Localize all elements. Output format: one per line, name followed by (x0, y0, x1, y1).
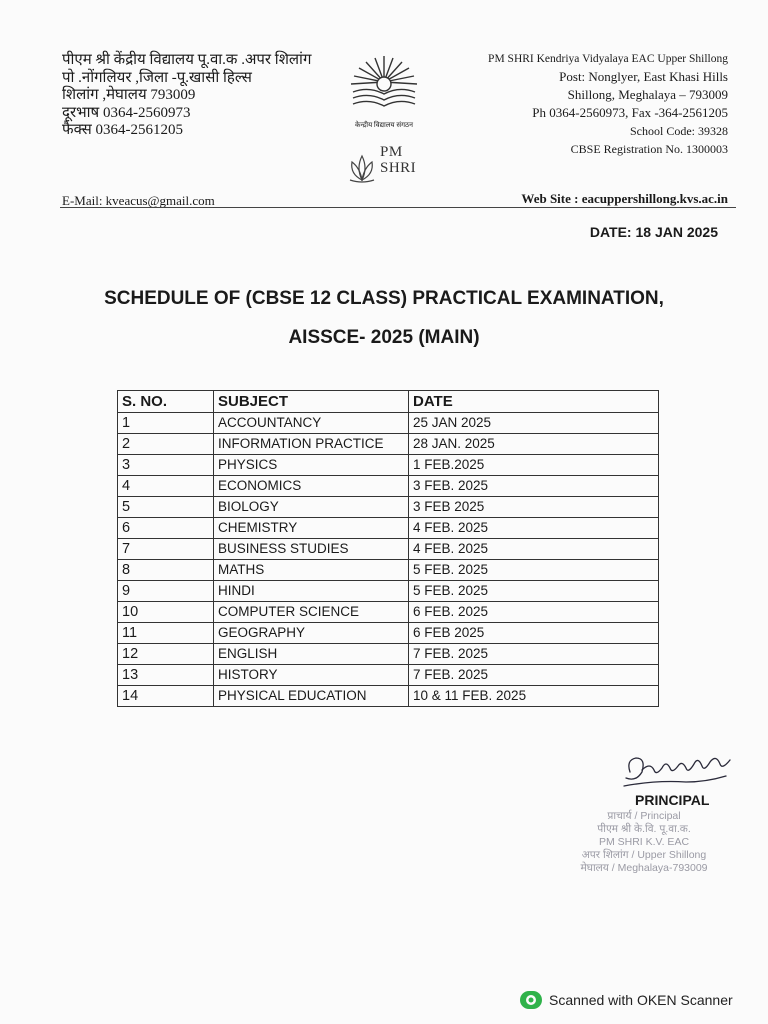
scanner-watermark (519, 990, 733, 1010)
scanner-label: Scanned with OKEN Scanner (549, 992, 733, 1008)
cell-sno: 8 (118, 560, 214, 581)
cell-date: 4 FEB. 2025 (409, 518, 659, 539)
schedule-table (117, 390, 659, 707)
table-row (118, 413, 659, 434)
cell-sno: 12 (118, 644, 214, 665)
hindi-address-line: पीएम श्री केंद्रीय विद्यालय पू.वा.क .अपर शिलांग (62, 52, 312, 68)
hindi-address-block (62, 52, 311, 140)
table-row (118, 518, 659, 539)
cell-date: 1 FEB.2025 (409, 455, 659, 476)
header-subject: SUBJECT (214, 391, 409, 413)
cell-sno: 6 (118, 518, 214, 539)
cbse-registration: CBSE Registration No. 1300003 (570, 142, 728, 156)
cell-subject: MATHS (214, 560, 409, 581)
cell-sno: 11 (118, 623, 214, 644)
english-address-line: Ph 0364-2560973, Fax -364-2561205 (532, 105, 728, 120)
cell-sno: 14 (118, 686, 214, 707)
email-line: E-Mail: kveacus@gmail.com (62, 193, 215, 208)
cell-subject: BIOLOGY (214, 497, 409, 518)
cell-sno: 4 (118, 476, 214, 497)
cell-date: 3 FEB. 2025 (409, 476, 659, 497)
cell-sno: 7 (118, 539, 214, 560)
english-address-block (488, 50, 728, 158)
table-row (118, 665, 659, 686)
cell-date: 10 & 11 FEB. 2025 (409, 686, 659, 707)
principal-stamp (548, 810, 740, 875)
table-row (118, 644, 659, 665)
cell-date: 7 FEB. 2025 (409, 644, 659, 665)
cell-date: 4 FEB. 2025 (409, 539, 659, 560)
cell-subject: BUSINESS STUDIES (214, 539, 409, 560)
cell-sno: 1 (118, 413, 214, 434)
oken-scanner-icon (519, 990, 543, 1010)
cell-sno: 3 (118, 455, 214, 476)
cell-subject: HISTORY (214, 665, 409, 686)
stamp-line: अपर शिलांग / Upper Shillong (581, 849, 707, 861)
hindi-address-line: शिलांग ,मेघालय 793009 (62, 87, 196, 103)
cell-sno: 10 (118, 602, 214, 623)
table-header-row (118, 391, 659, 413)
table-row (118, 581, 659, 602)
cell-sno: 13 (118, 665, 214, 686)
table-row (118, 539, 659, 560)
stamp-line: PM SHRI K.V. EAC (598, 836, 690, 848)
cell-sno: 2 (118, 434, 214, 455)
cell-subject: GEOGRAPHY (214, 623, 409, 644)
table-row (118, 455, 659, 476)
school-name: PM SHRI Kendriya Vidyalaya EAC Upper Shillong (488, 53, 728, 65)
cell-sno: 9 (118, 581, 214, 602)
stamp-line: मेघालय / Meghalaya-793009 (580, 862, 708, 874)
table-row (118, 560, 659, 581)
lotus-icon (346, 140, 378, 184)
website-line: Web Site : eacuppershillong.kvs.ac.in (521, 191, 728, 206)
document-date: DATE: 18 JAN 2025 (589, 224, 718, 240)
cell-subject: ECONOMICS (214, 476, 409, 497)
english-address-line: Post: Nonglyer, East Khasi Hills (559, 69, 728, 84)
cell-subject: CHEMISTRY (214, 518, 409, 539)
hindi-address-line: दूरभाष 0364-2560973 (62, 104, 191, 121)
hindi-address-line: फैक्स 0364-2561205 (62, 122, 184, 138)
cell-subject: ACCOUNTANCY (214, 413, 409, 434)
stamp-line: पीएम श्री के.वि. पू.वा.क. (597, 823, 691, 835)
logo-caption: केन्द्रीय विद्यालय संगठन (355, 121, 413, 129)
principal-signature (616, 742, 746, 792)
cell-date: 6 FEB 2025 (409, 623, 659, 644)
letterhead-divider (60, 207, 736, 208)
cell-subject: INFORMATION PRACTICE (214, 434, 409, 455)
table-row (118, 623, 659, 644)
cell-date: 5 FEB. 2025 (409, 560, 659, 581)
principal-label: PRINCIPAL (635, 792, 710, 808)
cell-sno: 5 (118, 497, 214, 518)
pm-shri-logo-line: SHRI (380, 160, 417, 176)
cell-subject: PHYSICAL EDUCATION (214, 686, 409, 707)
table-row (118, 434, 659, 455)
header-sno: S. NO. (118, 391, 214, 413)
cell-date: 25 JAN 2025 (409, 413, 659, 434)
cell-subject: COMPUTER SCIENCE (214, 602, 409, 623)
english-address-line: Shillong, Meghalaya – 793009 (567, 87, 728, 102)
cell-date: 28 JAN. 2025 (409, 434, 659, 455)
table-row (118, 476, 659, 497)
cell-date: 6 FEB. 2025 (409, 602, 659, 623)
document-title-line-2: AISSCE- 2025 (MAIN) (288, 327, 480, 348)
table-row (118, 497, 659, 518)
sunrise-book-icon (345, 52, 423, 114)
table-row (118, 686, 659, 707)
cell-date: 3 FEB 2025 (409, 497, 659, 518)
document-title-line-1: SCHEDULE OF (CBSE 12 CLASS) PRACTICAL EXAMINATION, (104, 288, 664, 309)
cell-date: 7 FEB. 2025 (409, 665, 659, 686)
stamp-line: प्राचार्य / Principal (607, 810, 681, 822)
school-code: School Code: 39328 (630, 124, 728, 138)
pm-shri-logo (346, 140, 436, 188)
header-date: DATE (409, 391, 659, 413)
table-row (118, 602, 659, 623)
kvs-logo (338, 52, 430, 130)
pm-shri-logo-line: PM (380, 144, 403, 160)
cell-date: 5 FEB. 2025 (409, 581, 659, 602)
cell-subject: ENGLISH (214, 644, 409, 665)
hindi-address-line: पो .नोंगलियर ,जिला -पू.खासी हिल्स (62, 69, 252, 86)
cell-subject: HINDI (214, 581, 409, 602)
cell-subject: PHYSICS (214, 455, 409, 476)
